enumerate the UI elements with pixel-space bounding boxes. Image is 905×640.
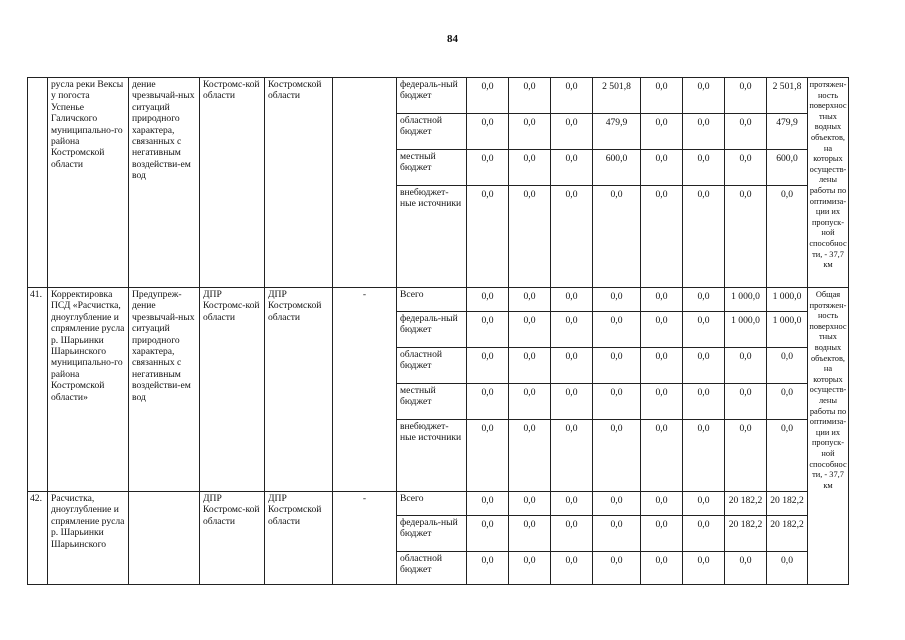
value-cell: 0,0 xyxy=(641,312,683,348)
table-row xyxy=(28,492,849,516)
value-cell: 0,0 xyxy=(593,288,641,312)
value-cell: 0,0 xyxy=(683,420,725,492)
value-cell: 20 182,2 xyxy=(725,516,767,552)
row-number xyxy=(28,78,48,288)
value-cell: 20 182,2 xyxy=(767,492,808,516)
value-cell: 1 000,0 xyxy=(725,288,767,312)
row-number: 41. xyxy=(28,288,48,492)
value-cell: 0,0 xyxy=(683,186,725,288)
value-cell: 0,0 xyxy=(725,186,767,288)
value-cell: 0,0 xyxy=(641,492,683,516)
value-cell: 0,0 xyxy=(551,420,593,492)
value-cell: 0,0 xyxy=(551,516,593,552)
value-cell: 0,0 xyxy=(683,552,725,585)
value-cell: 0,0 xyxy=(767,384,808,420)
value-cell: 0,0 xyxy=(467,552,509,585)
funding-source: внебюджет-ные источники xyxy=(397,186,467,288)
value-cell: 0,0 xyxy=(467,312,509,348)
value-cell: 2 501,8 xyxy=(593,78,641,114)
value-cell: 0,0 xyxy=(641,288,683,312)
result-note: Общая протяжен-ность поверхнос тных водных объектов, на которых осуществ-лены работы по оптимиза-ции их пропуск-ной способнос ти, - 37,7 км xyxy=(808,288,849,585)
value-cell: 0,0 xyxy=(551,348,593,384)
funding-source: областной бюджет xyxy=(397,348,467,384)
value-cell: 0,0 xyxy=(725,114,767,150)
funding-source: областной бюджет xyxy=(397,552,467,585)
measure-purpose: Предупреж-дение чрезвычай-ных ситуаций природного характера, связанных с негативным воздействи-ем вод xyxy=(129,288,200,492)
funding-source: Всего xyxy=(397,288,467,312)
value-cell: 600,0 xyxy=(767,150,808,186)
value-cell: 0,0 xyxy=(641,420,683,492)
value-cell: 0,0 xyxy=(593,552,641,585)
value-cell: 0,0 xyxy=(683,78,725,114)
value-cell: 479,9 xyxy=(593,114,641,150)
value-cell: 0,0 xyxy=(509,114,551,150)
value-cell: 0,0 xyxy=(551,186,593,288)
funding-source: внебюджет-ные источники xyxy=(397,420,467,492)
customer: ДПР Костромс-кой области xyxy=(200,288,265,492)
value-cell: 0,0 xyxy=(767,348,808,384)
measure-purpose: дение чрезвычай-ных ситуаций природного характера, связанных с негативным воздействи-ем вод xyxy=(129,78,200,288)
measure-purpose xyxy=(129,492,200,585)
value-cell: 20 182,2 xyxy=(725,492,767,516)
value-cell: 0,0 xyxy=(551,288,593,312)
value-cell: 0,0 xyxy=(641,516,683,552)
value-cell: 0,0 xyxy=(467,492,509,516)
value-cell: 0,0 xyxy=(467,186,509,288)
value-cell: 0,0 xyxy=(551,114,593,150)
value-cell: 0,0 xyxy=(725,552,767,585)
value-cell: 0,0 xyxy=(767,552,808,585)
value-cell: 0,0 xyxy=(593,312,641,348)
value-cell: 0,0 xyxy=(683,516,725,552)
value-cell: 0,0 xyxy=(641,150,683,186)
value-cell: 0,0 xyxy=(725,78,767,114)
funding-source: федераль-ный бюджет xyxy=(397,78,467,114)
value-cell: 479,9 xyxy=(767,114,808,150)
value-cell: 0,0 xyxy=(641,552,683,585)
value-cell: 0,0 xyxy=(467,516,509,552)
value-cell: 0,0 xyxy=(641,78,683,114)
page-number: 84 xyxy=(447,33,458,45)
customer: Костромс-кой области xyxy=(200,78,265,288)
measure-name: Корректировка ПСД «Расчистка, дноуглубление и спрямление русла р. Шарьинки Шарьинского муниципально-го района Костромской области» xyxy=(48,288,129,492)
executor: ДПР Костромской области xyxy=(265,288,333,492)
executor: ДПР Костромской области xyxy=(265,492,333,585)
value-cell: 0,0 xyxy=(641,384,683,420)
value-cell: 0,0 xyxy=(683,348,725,384)
value-cell: 0,0 xyxy=(509,78,551,114)
value-cell: 2 501,8 xyxy=(767,78,808,114)
value-cell: 0,0 xyxy=(683,288,725,312)
value-cell: 0,0 xyxy=(593,348,641,384)
value-cell: 0,0 xyxy=(509,516,551,552)
value-cell: 0,0 xyxy=(725,150,767,186)
value-cell: 0,0 xyxy=(467,78,509,114)
measure-name: Расчистка, дноуглубление и спрямление русла р. Шарьинки Шарьинского xyxy=(48,492,129,585)
value-cell: 0,0 xyxy=(767,186,808,288)
value-cell: 0,0 xyxy=(641,186,683,288)
value-cell: 0,0 xyxy=(509,384,551,420)
value-cell: 0,0 xyxy=(467,348,509,384)
funding-source: областной бюджет xyxy=(397,114,467,150)
table-row xyxy=(28,78,849,114)
value-cell: 0,0 xyxy=(683,312,725,348)
executor: Костромской области xyxy=(265,78,333,288)
row-number: 42. xyxy=(28,492,48,585)
result-note: протяжен-ность поверхнос тных водных объектов, на которых осуществ-лены работы по оптимиза-ции их пропуск-ной способнос ти, - 37,7 км xyxy=(808,78,849,288)
program-table xyxy=(27,77,849,585)
funding-source: местный бюджет xyxy=(397,150,467,186)
value-cell: 0,0 xyxy=(467,420,509,492)
value-cell: 0,0 xyxy=(593,420,641,492)
value-cell: 0,0 xyxy=(509,492,551,516)
value-cell: 600,0 xyxy=(593,150,641,186)
value-cell: 0,0 xyxy=(509,150,551,186)
value-cell: 0,0 xyxy=(509,552,551,585)
value-cell: 0,0 xyxy=(509,420,551,492)
value-cell: 0,0 xyxy=(593,186,641,288)
term-dash xyxy=(333,78,397,288)
term-dash: - xyxy=(333,288,397,492)
customer: ДПР Костромс-кой области xyxy=(200,492,265,585)
value-cell: 0,0 xyxy=(641,348,683,384)
measure-name: русла реки Вексы у погоста Успенье Галичского муниципально-го района Костромской области xyxy=(48,78,129,288)
value-cell: 0,0 xyxy=(551,552,593,585)
value-cell: 0,0 xyxy=(683,150,725,186)
value-cell: 0,0 xyxy=(683,492,725,516)
value-cell: 0,0 xyxy=(683,114,725,150)
value-cell: 0,0 xyxy=(551,78,593,114)
value-cell: 0,0 xyxy=(683,384,725,420)
value-cell: 0,0 xyxy=(641,114,683,150)
table-row xyxy=(28,288,849,312)
value-cell: 0,0 xyxy=(593,384,641,420)
value-cell: 1 000,0 xyxy=(725,312,767,348)
value-cell: 0,0 xyxy=(467,384,509,420)
value-cell: 0,0 xyxy=(725,420,767,492)
value-cell: 0,0 xyxy=(467,114,509,150)
funding-source: Всего xyxy=(397,492,467,516)
value-cell: 0,0 xyxy=(551,312,593,348)
value-cell: 20 182,2 xyxy=(767,516,808,552)
term-dash: - xyxy=(333,492,397,585)
value-cell: 0,0 xyxy=(509,348,551,384)
value-cell: 1 000,0 xyxy=(767,312,808,348)
value-cell: 1 000,0 xyxy=(767,288,808,312)
funding-source: федераль-ный бюджет xyxy=(397,516,467,552)
value-cell: 0,0 xyxy=(551,384,593,420)
value-cell: 0,0 xyxy=(467,288,509,312)
value-cell: 0,0 xyxy=(725,384,767,420)
value-cell: 0,0 xyxy=(593,516,641,552)
value-cell: 0,0 xyxy=(725,348,767,384)
value-cell: 0,0 xyxy=(551,492,593,516)
value-cell: 0,0 xyxy=(509,288,551,312)
value-cell: 0,0 xyxy=(509,186,551,288)
value-cell: 0,0 xyxy=(551,150,593,186)
value-cell: 0,0 xyxy=(593,492,641,516)
funding-source: федераль-ный бюджет xyxy=(397,312,467,348)
value-cell: 0,0 xyxy=(467,150,509,186)
value-cell: 0,0 xyxy=(767,420,808,492)
funding-source: местный бюджет xyxy=(397,384,467,420)
value-cell: 0,0 xyxy=(509,312,551,348)
